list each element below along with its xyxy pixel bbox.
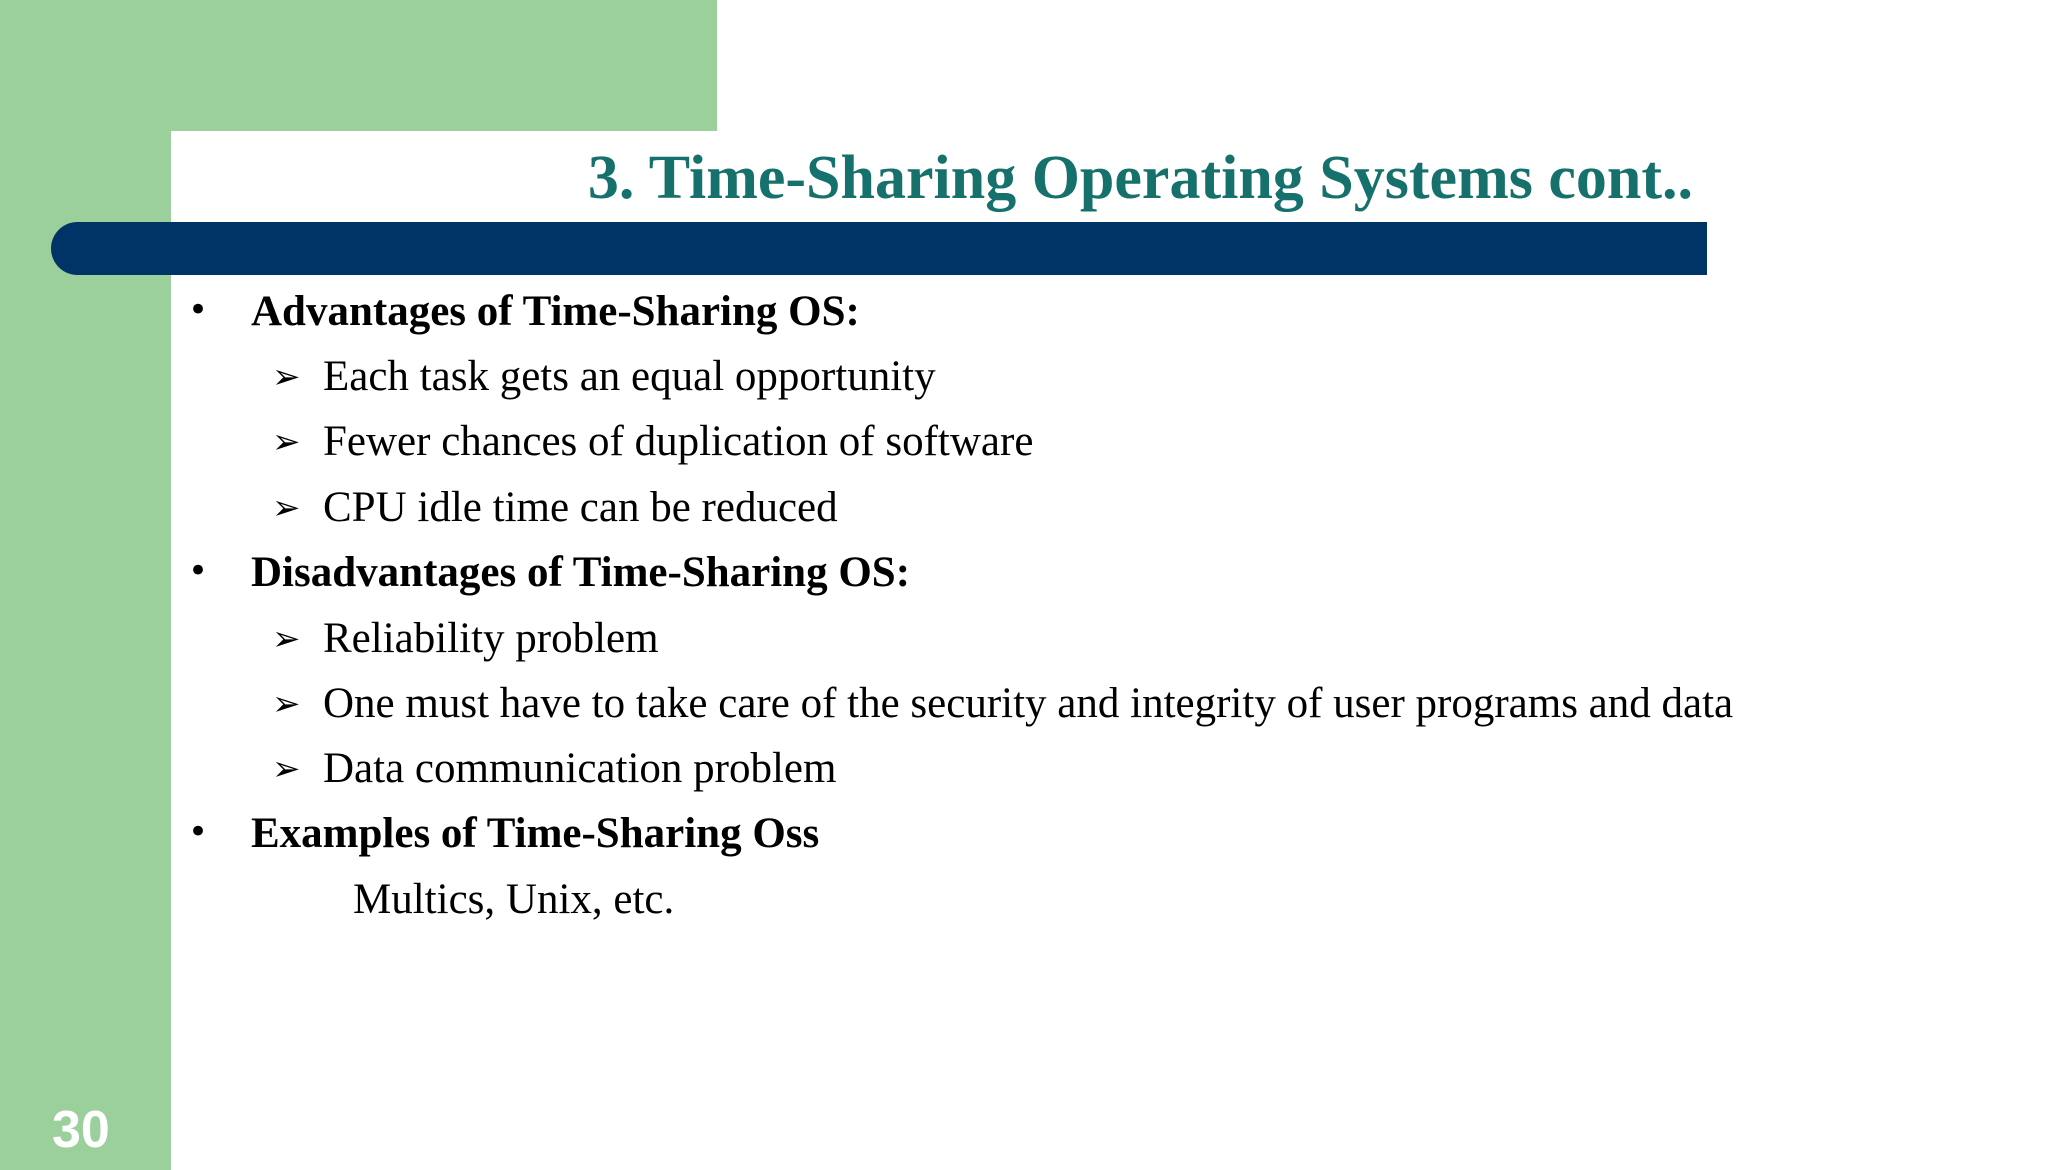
arrow-bullet-icon: ➢ [272, 684, 301, 724]
list-item: Each task gets an equal opportunity [323, 353, 936, 400]
arrow-bullet-icon: ➢ [272, 488, 301, 528]
section-heading-advantages: Advantages of Time-Sharing OS: [251, 288, 860, 335]
arrow-bullet-icon: ➢ [272, 357, 301, 397]
bullet-icon: • [188, 290, 209, 330]
arrow-bullet-icon: ➢ [272, 749, 301, 789]
green-top-panel [0, 0, 717, 131]
examples-note: Multics, Unix, etc. [353, 876, 675, 923]
bullet-icon: • [188, 812, 209, 852]
section-heading-examples: Examples of Time-Sharing Oss [251, 810, 820, 857]
list-item: One must have to take care of the security and integrity of user programs and data [323, 680, 1734, 727]
section-heading-disadvantages: Disadvantages of Time-Sharing OS: [251, 549, 911, 596]
list-item: Data communication problem [323, 745, 837, 792]
arrow-bullet-icon: ➢ [272, 619, 301, 659]
arrow-bullet-icon: ➢ [272, 422, 301, 462]
list-item: CPU idle time can be reduced [323, 484, 838, 531]
title-underline-bar [51, 222, 1707, 275]
bullet-icon: • [188, 551, 209, 591]
list-item: Reliability problem [323, 615, 659, 662]
slide-number: 30 [52, 1101, 110, 1159]
green-side-panel [0, 0, 171, 1170]
list-item: Fewer chances of duplication of software [323, 418, 1034, 465]
slide-title: 3. Time-Sharing Operating Systems cont.. [587, 144, 1693, 212]
